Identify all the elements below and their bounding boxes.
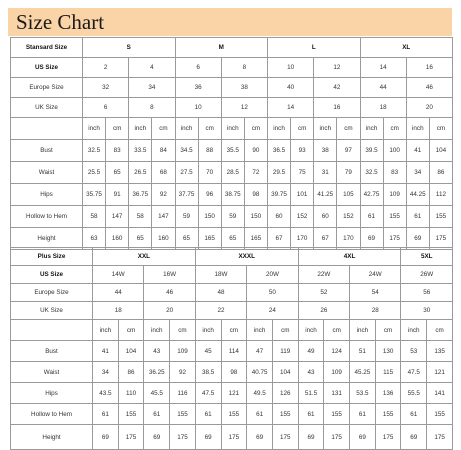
measurement-value: 67 bbox=[314, 228, 337, 250]
measurement-value: 86 bbox=[429, 162, 452, 184]
measurement-value: 44.25 bbox=[406, 184, 429, 206]
measurement-value: 35.75 bbox=[83, 184, 106, 206]
europe-size-value: 46 bbox=[406, 78, 452, 98]
unit-cm: cm bbox=[272, 320, 298, 341]
measurement-value: 175 bbox=[383, 228, 406, 250]
unit-inch: inch bbox=[247, 320, 273, 341]
unit-row-label bbox=[11, 118, 83, 140]
measurement-value: 34.5 bbox=[175, 140, 198, 162]
measurement-value: 91 bbox=[106, 184, 129, 206]
measurement-value: 69 bbox=[144, 425, 170, 450]
measurement-row-hollow-to-hem bbox=[11, 404, 453, 425]
measurement-value: 39.5 bbox=[360, 140, 383, 162]
size-group-header-row bbox=[11, 248, 453, 266]
measurement-value: 175 bbox=[429, 228, 452, 250]
measurement-row-waist bbox=[11, 162, 453, 184]
measurement-value: 116 bbox=[170, 383, 196, 404]
measurement-value: 104 bbox=[272, 362, 298, 383]
measurement-value: 147 bbox=[152, 206, 175, 228]
europe-size-value: 42 bbox=[314, 78, 360, 98]
uk-size-value: 14 bbox=[268, 98, 314, 118]
measurement-value: 61 bbox=[360, 206, 383, 228]
unit-cm: cm bbox=[383, 118, 406, 140]
us-size-row bbox=[11, 58, 453, 78]
measurement-value: 175 bbox=[272, 425, 298, 450]
unit-inch: inch bbox=[406, 118, 429, 140]
measurement-value: 65 bbox=[221, 228, 244, 250]
measurement-value: 83 bbox=[106, 140, 129, 162]
measurement-value: 51.5 bbox=[298, 383, 324, 404]
unit-cm: cm bbox=[429, 118, 452, 140]
measurement-value: 136 bbox=[375, 383, 401, 404]
size-group-l: L bbox=[268, 38, 361, 58]
uk-size-value: 26 bbox=[298, 302, 349, 320]
measurement-value: 109 bbox=[170, 341, 196, 362]
europe-size-value: 56 bbox=[401, 284, 453, 302]
measurement-value: 104 bbox=[429, 140, 452, 162]
measurement-value: 41 bbox=[93, 341, 119, 362]
measurement-row-bust bbox=[11, 341, 453, 362]
unit-inch: inch bbox=[195, 320, 221, 341]
measurement-label: Bust bbox=[11, 140, 83, 162]
measurement-value: 45.5 bbox=[144, 383, 170, 404]
measurement-value: 27.5 bbox=[175, 162, 198, 184]
measurement-value: 131 bbox=[324, 383, 350, 404]
measurement-value: 67 bbox=[268, 228, 291, 250]
measurement-value: 155 bbox=[221, 404, 247, 425]
measurement-value: 60 bbox=[314, 206, 337, 228]
unit-cm: cm bbox=[221, 320, 247, 341]
measurement-value: 45.25 bbox=[350, 362, 376, 383]
uk-size-label: UK Size bbox=[11, 302, 93, 320]
measurement-value: 115 bbox=[375, 362, 401, 383]
us-size-value: 12 bbox=[314, 58, 360, 78]
us-size-value: 4 bbox=[129, 58, 175, 78]
measurement-value: 53.5 bbox=[350, 383, 376, 404]
measurement-value: 72 bbox=[244, 162, 267, 184]
us-size-value: 20W bbox=[247, 266, 298, 284]
europe-size-label: Europe Size bbox=[11, 284, 93, 302]
unit-cm: cm bbox=[324, 320, 350, 341]
size-group-header-row bbox=[11, 38, 453, 58]
measurement-value: 63 bbox=[83, 228, 106, 250]
measurement-value: 175 bbox=[324, 425, 350, 450]
measurement-value: 170 bbox=[291, 228, 314, 250]
us-size-value: 16 bbox=[406, 58, 452, 78]
measurement-value: 53 bbox=[401, 341, 427, 362]
uk-size-value: 18 bbox=[360, 98, 406, 118]
unit-inch: inch bbox=[298, 320, 324, 341]
size-group-xxl: XXL bbox=[93, 248, 196, 266]
measurement-row-height bbox=[11, 425, 453, 450]
us-size-value: 16W bbox=[144, 266, 195, 284]
measurement-value: 33.5 bbox=[129, 140, 152, 162]
measurement-value: 119 bbox=[272, 341, 298, 362]
measurement-value: 34 bbox=[406, 162, 429, 184]
measurement-value: 61 bbox=[401, 404, 427, 425]
uk-size-value: 6 bbox=[83, 98, 129, 118]
measurement-value: 61 bbox=[298, 404, 324, 425]
measurement-value: 155 bbox=[429, 206, 452, 228]
measurement-value: 58 bbox=[83, 206, 106, 228]
measurement-value: 68 bbox=[152, 162, 175, 184]
measurement-value: 29.5 bbox=[268, 162, 291, 184]
measurement-value: 36.75 bbox=[129, 184, 152, 206]
measurement-value: 61 bbox=[93, 404, 119, 425]
us-size-value: 6 bbox=[175, 58, 221, 78]
europe-size-label: Europe Size bbox=[11, 78, 83, 98]
uk-size-value: 18 bbox=[93, 302, 144, 320]
measurement-value: 69 bbox=[195, 425, 221, 450]
measurement-value: 49 bbox=[298, 341, 324, 362]
unit-inch: inch bbox=[93, 320, 119, 341]
unit-cm: cm bbox=[170, 320, 196, 341]
measurement-label: Height bbox=[11, 228, 83, 250]
measurement-row-hollow-to-hem bbox=[11, 206, 453, 228]
measurement-value: 47.5 bbox=[195, 383, 221, 404]
page-title: Size Chart bbox=[16, 10, 105, 34]
measurement-value: 109 bbox=[324, 362, 350, 383]
measurement-value: 150 bbox=[198, 206, 221, 228]
measurement-value: 28.5 bbox=[221, 162, 244, 184]
measurement-value: 69 bbox=[247, 425, 273, 450]
measurement-value: 155 bbox=[118, 404, 144, 425]
measurement-value: 92 bbox=[170, 362, 196, 383]
unit-cm: cm bbox=[106, 118, 129, 140]
measurement-value: 147 bbox=[106, 206, 129, 228]
measurement-value: 51 bbox=[350, 341, 376, 362]
measurement-value: 65 bbox=[129, 228, 152, 250]
measurement-value: 38 bbox=[314, 140, 337, 162]
measurement-value: 141 bbox=[427, 383, 453, 404]
measurement-value: 43 bbox=[298, 362, 324, 383]
unit-row-label bbox=[11, 320, 93, 341]
uk-size-value: 22 bbox=[195, 302, 246, 320]
measurement-row-hips bbox=[11, 383, 453, 404]
us-size-value: 10 bbox=[268, 58, 314, 78]
measurement-value: 32.5 bbox=[360, 162, 383, 184]
standard-size-table bbox=[10, 37, 453, 250]
measurement-value: 160 bbox=[106, 228, 129, 250]
measurement-value: 155 bbox=[427, 404, 453, 425]
measurement-value: 47 bbox=[247, 341, 273, 362]
title-bar bbox=[8, 8, 452, 36]
measurement-value: 124 bbox=[324, 341, 350, 362]
measurement-value: 58 bbox=[129, 206, 152, 228]
measurement-value: 160 bbox=[152, 228, 175, 250]
unit-row bbox=[11, 320, 453, 341]
unit-cm: cm bbox=[152, 118, 175, 140]
measurement-label: Waist bbox=[11, 362, 93, 383]
us-size-value: 14W bbox=[93, 266, 144, 284]
measurement-value: 60 bbox=[268, 206, 291, 228]
europe-size-value: 46 bbox=[144, 284, 195, 302]
unit-inch: inch bbox=[268, 118, 291, 140]
europe-size-value: 44 bbox=[93, 284, 144, 302]
measurement-value: 36.25 bbox=[144, 362, 170, 383]
measurement-value: 121 bbox=[221, 383, 247, 404]
unit-inch: inch bbox=[360, 118, 383, 140]
measurement-value: 92 bbox=[152, 184, 175, 206]
unit-row bbox=[11, 118, 453, 140]
measurement-value: 43.5 bbox=[93, 383, 119, 404]
measurement-value: 110 bbox=[118, 383, 144, 404]
size-group-m: M bbox=[175, 38, 268, 58]
unit-inch: inch bbox=[314, 118, 337, 140]
uk-size-value: 16 bbox=[314, 98, 360, 118]
europe-size-value: 54 bbox=[350, 284, 401, 302]
measurement-value: 69 bbox=[360, 228, 383, 250]
measurement-value: 98 bbox=[221, 362, 247, 383]
uk-size-row bbox=[11, 302, 453, 320]
measurement-value: 38.75 bbox=[221, 184, 244, 206]
measurement-value: 61 bbox=[247, 404, 273, 425]
measurement-value: 43 bbox=[144, 341, 170, 362]
measurement-value: 86 bbox=[118, 362, 144, 383]
europe-size-value: 40 bbox=[268, 78, 314, 98]
measurement-value: 130 bbox=[375, 341, 401, 362]
measurement-value: 37.75 bbox=[175, 184, 198, 206]
size-group-s: S bbox=[83, 38, 176, 58]
measurement-value: 165 bbox=[244, 228, 267, 250]
measurement-value: 83 bbox=[383, 162, 406, 184]
us-size-value: 18W bbox=[195, 266, 246, 284]
measurement-value: 152 bbox=[291, 206, 314, 228]
measurement-value: 170 bbox=[337, 228, 360, 250]
table-header-label: Plus Size bbox=[11, 248, 93, 266]
measurement-value: 155 bbox=[375, 404, 401, 425]
uk-size-value: 8 bbox=[129, 98, 175, 118]
measurement-value: 165 bbox=[198, 228, 221, 250]
measurement-value: 101 bbox=[291, 184, 314, 206]
europe-size-row bbox=[11, 284, 453, 302]
measurement-value: 69 bbox=[350, 425, 376, 450]
measurement-value: 45 bbox=[195, 341, 221, 362]
measurement-label: Hips bbox=[11, 184, 83, 206]
unit-inch: inch bbox=[175, 118, 198, 140]
measurement-value: 135 bbox=[427, 341, 453, 362]
measurement-label: Hollow to Hem bbox=[11, 206, 83, 228]
measurement-value: 175 bbox=[221, 425, 247, 450]
measurement-value: 114 bbox=[221, 341, 247, 362]
measurement-value: 59 bbox=[175, 206, 198, 228]
measurement-value: 84 bbox=[152, 140, 175, 162]
measurement-row-bust bbox=[11, 140, 453, 162]
unit-cm: cm bbox=[427, 320, 453, 341]
europe-size-value: 52 bbox=[298, 284, 349, 302]
measurement-value: 65 bbox=[106, 162, 129, 184]
unit-inch: inch bbox=[144, 320, 170, 341]
measurement-value: 79 bbox=[337, 162, 360, 184]
measurement-value: 69 bbox=[298, 425, 324, 450]
measurement-value: 39.75 bbox=[268, 184, 291, 206]
measurement-value: 155 bbox=[170, 404, 196, 425]
uk-size-value: 30 bbox=[401, 302, 453, 320]
us-size-value: 24W bbox=[350, 266, 401, 284]
us-size-value: 26W bbox=[401, 266, 453, 284]
europe-size-value: 48 bbox=[195, 284, 246, 302]
unit-cm: cm bbox=[375, 320, 401, 341]
measurement-value: 25.5 bbox=[83, 162, 106, 184]
measurement-value: 175 bbox=[427, 425, 453, 450]
measurement-value: 109 bbox=[383, 184, 406, 206]
measurement-value: 88 bbox=[198, 140, 221, 162]
measurement-value: 34 bbox=[93, 362, 119, 383]
measurement-label: Bust bbox=[11, 341, 93, 362]
measurement-value: 155 bbox=[324, 404, 350, 425]
measurement-label: Hollow to Hem bbox=[11, 404, 93, 425]
unit-cm: cm bbox=[244, 118, 267, 140]
unit-cm: cm bbox=[291, 118, 314, 140]
measurement-value: 38.5 bbox=[195, 362, 221, 383]
measurement-value: 42.75 bbox=[360, 184, 383, 206]
measurement-value: 69 bbox=[401, 425, 427, 450]
measurement-value: 90 bbox=[244, 140, 267, 162]
measurement-value: 26.5 bbox=[129, 162, 152, 184]
unit-cm: cm bbox=[198, 118, 221, 140]
measurement-value: 69 bbox=[406, 228, 429, 250]
measurement-value: 152 bbox=[337, 206, 360, 228]
us-size-value: 14 bbox=[360, 58, 406, 78]
measurement-label: Height bbox=[11, 425, 93, 450]
plus-size-table bbox=[10, 247, 453, 450]
measurement-value: 126 bbox=[272, 383, 298, 404]
size-group-xl: XL bbox=[360, 38, 453, 58]
measurement-value: 41 bbox=[406, 140, 429, 162]
uk-size-value: 10 bbox=[175, 98, 221, 118]
europe-size-value: 36 bbox=[175, 78, 221, 98]
unit-cm: cm bbox=[337, 118, 360, 140]
measurement-value: 75 bbox=[291, 162, 314, 184]
unit-inch: inch bbox=[83, 118, 106, 140]
uk-size-label: UK Size bbox=[11, 98, 83, 118]
uk-size-value: 24 bbox=[247, 302, 298, 320]
measurement-value: 49.5 bbox=[247, 383, 273, 404]
uk-size-value: 20 bbox=[144, 302, 195, 320]
uk-size-value: 12 bbox=[221, 98, 267, 118]
us-size-label: US Size bbox=[11, 266, 93, 284]
measurement-value: 175 bbox=[118, 425, 144, 450]
measurement-value: 41.25 bbox=[314, 184, 337, 206]
measurement-value: 175 bbox=[170, 425, 196, 450]
measurement-value: 32.5 bbox=[83, 140, 106, 162]
measurement-value: 35.5 bbox=[221, 140, 244, 162]
measurement-value: 61 bbox=[195, 404, 221, 425]
table-header-label: Stansard Size bbox=[11, 38, 83, 58]
us-size-value: 2 bbox=[83, 58, 129, 78]
measurement-value: 31 bbox=[314, 162, 337, 184]
europe-size-row bbox=[11, 78, 453, 98]
europe-size-value: 44 bbox=[360, 78, 406, 98]
measurement-value: 61 bbox=[144, 404, 170, 425]
size-group-5xl: 5XL bbox=[401, 248, 453, 266]
unit-inch: inch bbox=[221, 118, 244, 140]
measurement-value: 96 bbox=[198, 184, 221, 206]
measurement-value: 61 bbox=[406, 206, 429, 228]
measurement-value: 112 bbox=[429, 184, 452, 206]
measurement-value: 98 bbox=[244, 184, 267, 206]
measurement-label: Hips bbox=[11, 383, 93, 404]
europe-size-value: 38 bbox=[221, 78, 267, 98]
measurement-value: 36.5 bbox=[268, 140, 291, 162]
measurement-value: 70 bbox=[198, 162, 221, 184]
measurement-label: Waist bbox=[11, 162, 83, 184]
europe-size-value: 50 bbox=[247, 284, 298, 302]
measurement-value: 105 bbox=[337, 184, 360, 206]
us-size-value: 8 bbox=[221, 58, 267, 78]
uk-size-value: 28 bbox=[350, 302, 401, 320]
measurement-row-hips bbox=[11, 184, 453, 206]
unit-inch: inch bbox=[129, 118, 152, 140]
us-size-row bbox=[11, 266, 453, 284]
measurement-value: 65 bbox=[175, 228, 198, 250]
measurement-value: 47.5 bbox=[401, 362, 427, 383]
measurement-value: 55.5 bbox=[401, 383, 427, 404]
size-group-xxxl: XXXL bbox=[195, 248, 298, 266]
measurement-value: 93 bbox=[291, 140, 314, 162]
uk-size-row bbox=[11, 98, 453, 118]
measurement-value: 61 bbox=[350, 404, 376, 425]
unit-inch: inch bbox=[350, 320, 376, 341]
measurement-value: 150 bbox=[244, 206, 267, 228]
measurement-value: 69 bbox=[93, 425, 119, 450]
size-group-4xl: 4XL bbox=[298, 248, 401, 266]
measurement-row-waist bbox=[11, 362, 453, 383]
us-size-label: US Size bbox=[11, 58, 83, 78]
measurement-value: 121 bbox=[427, 362, 453, 383]
measurement-value: 175 bbox=[375, 425, 401, 450]
uk-size-value: 20 bbox=[406, 98, 452, 118]
unit-inch: inch bbox=[401, 320, 427, 341]
measurement-value: 104 bbox=[118, 341, 144, 362]
measurement-value: 155 bbox=[383, 206, 406, 228]
measurement-value: 155 bbox=[272, 404, 298, 425]
unit-cm: cm bbox=[118, 320, 144, 341]
measurement-value: 97 bbox=[337, 140, 360, 162]
measurement-value: 100 bbox=[383, 140, 406, 162]
measurement-value: 40.75 bbox=[247, 362, 273, 383]
europe-size-value: 32 bbox=[83, 78, 129, 98]
measurement-value: 59 bbox=[221, 206, 244, 228]
europe-size-value: 34 bbox=[129, 78, 175, 98]
us-size-value: 22W bbox=[298, 266, 349, 284]
